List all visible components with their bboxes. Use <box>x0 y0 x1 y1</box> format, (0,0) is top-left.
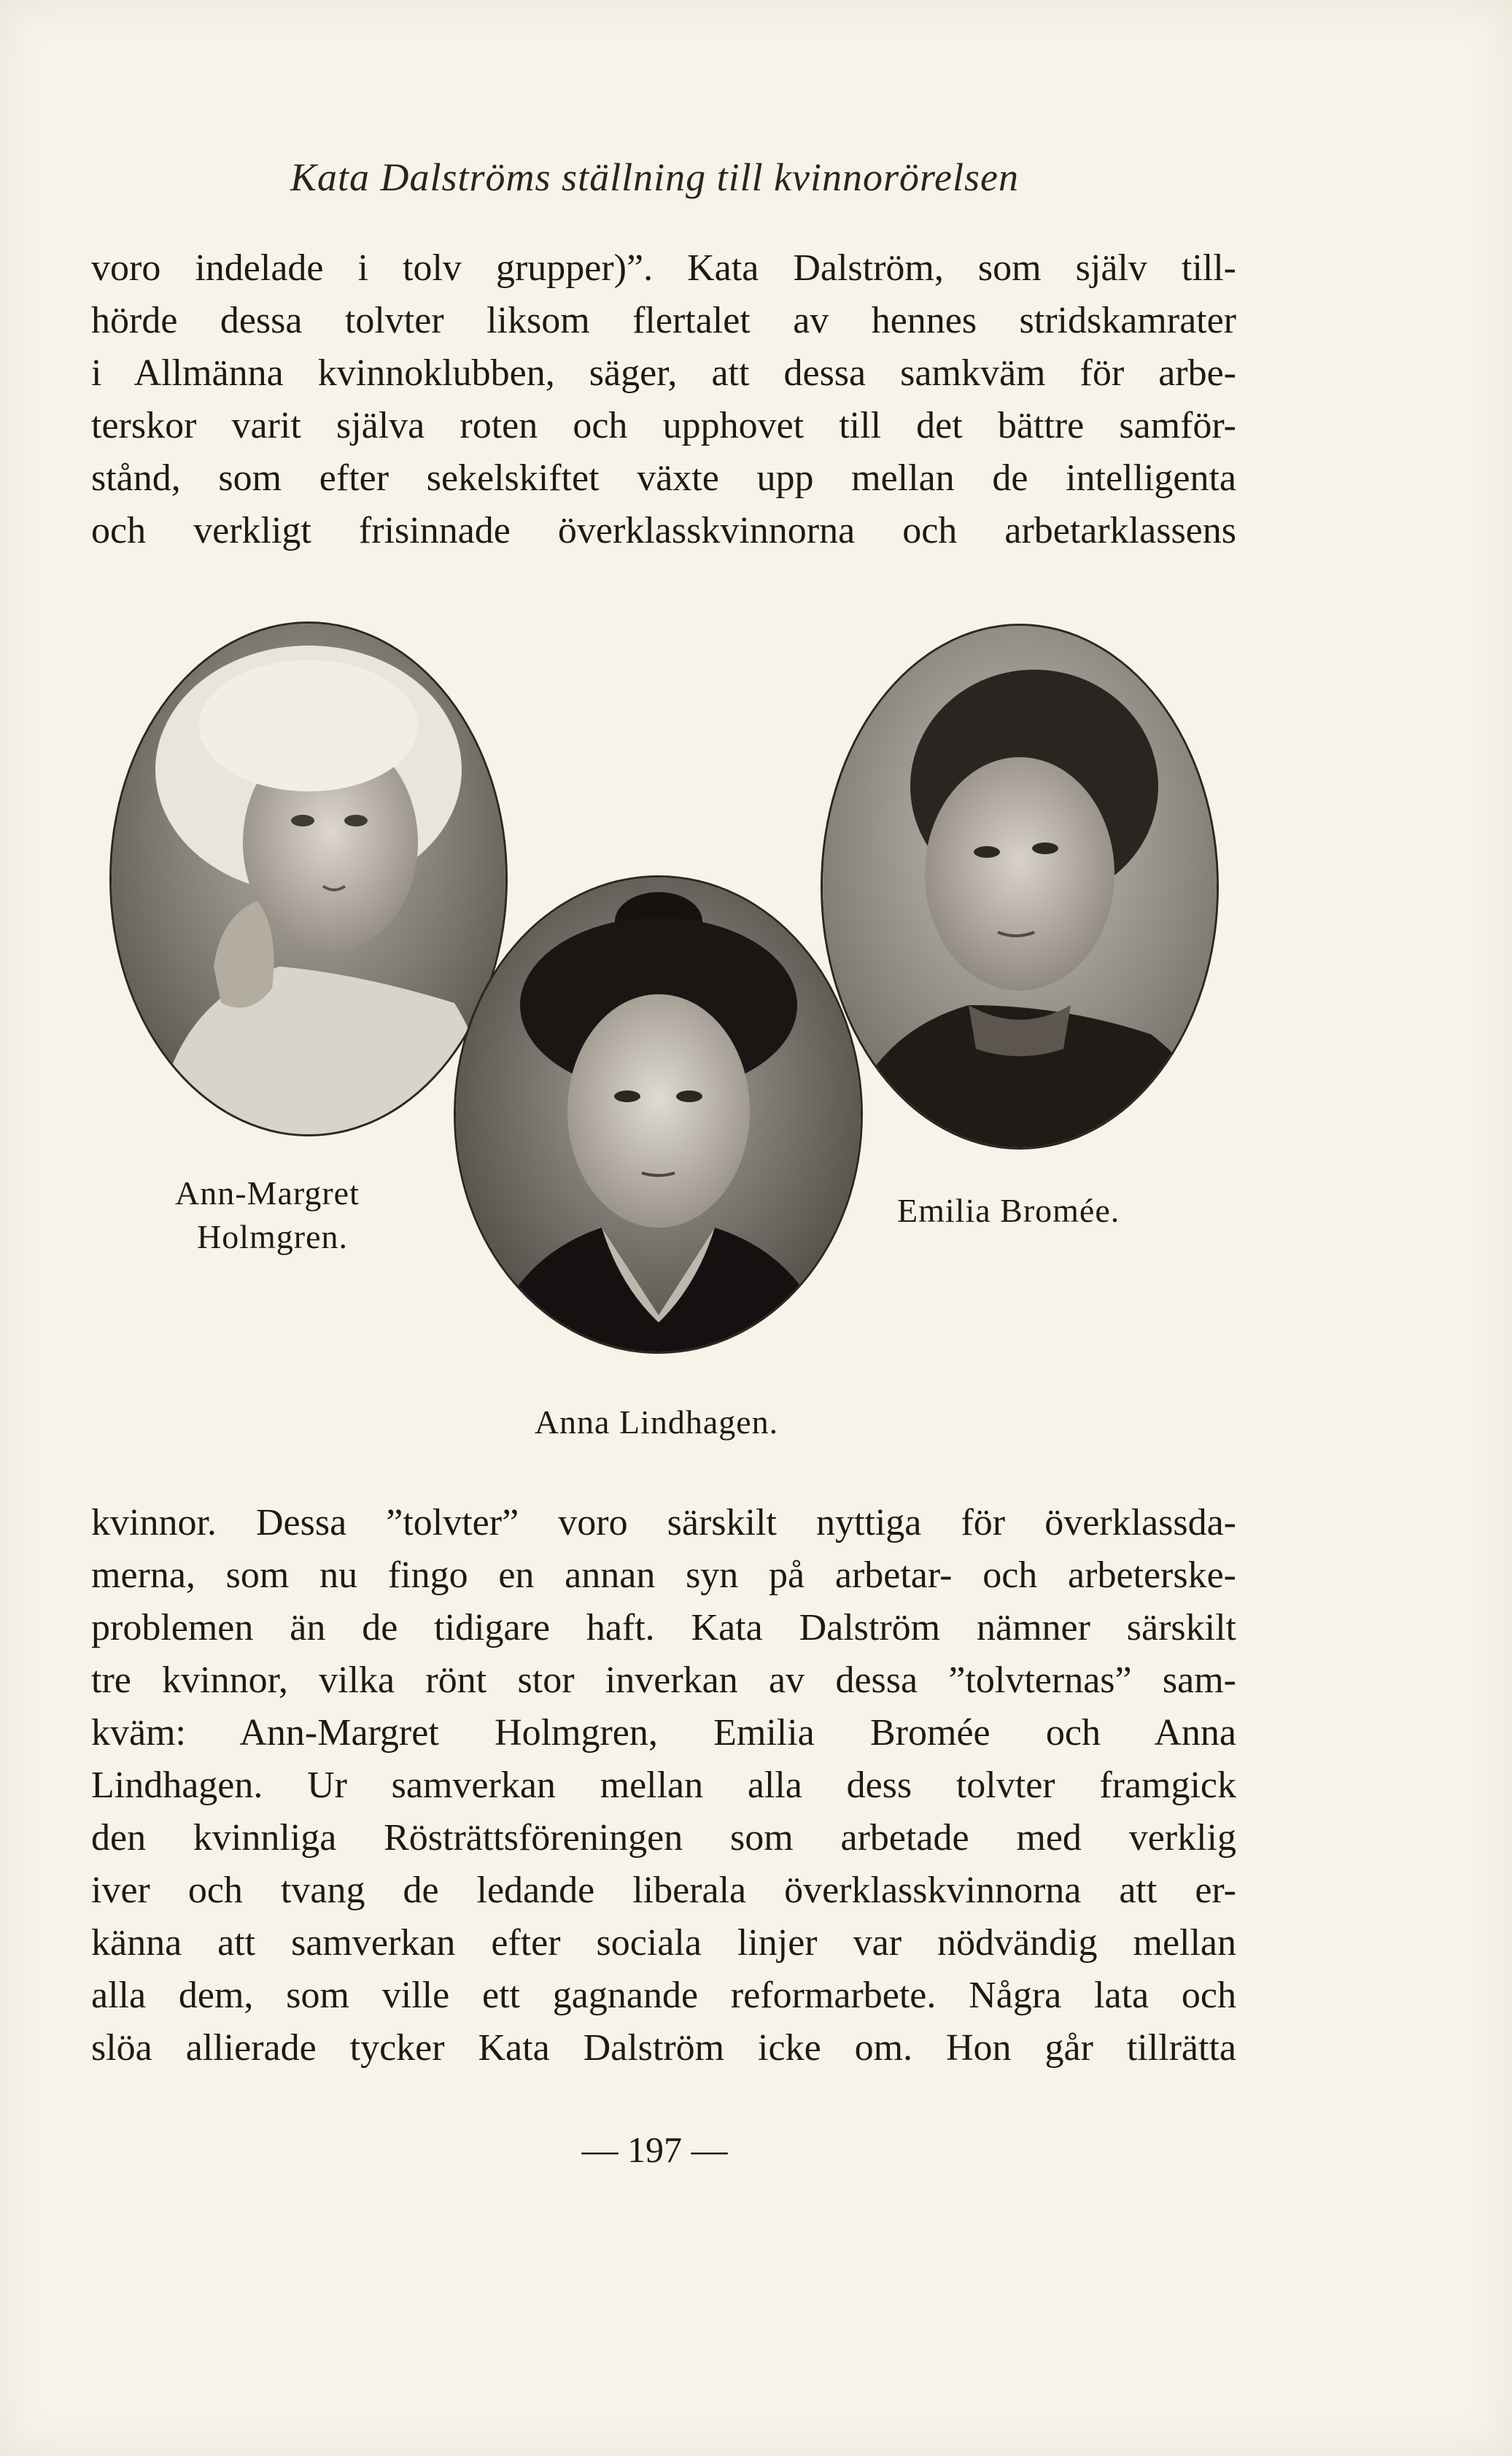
caption-emilia-bromee: Emilia Bromée. <box>897 1192 1120 1229</box>
running-head: Kata Dalströms ställning till kvinnorörelsen <box>290 155 1020 199</box>
text-line: hörde dessa tolvter liksom flertalet av hennes stridskamrater <box>91 300 1236 341</box>
text-line: voro indelade i tolv grupper)”. Kata Dalström, som själv till- <box>91 247 1236 289</box>
text-line: Lindhagen. Ur samverkan mellan alla dess tolvter framgick <box>91 1764 1236 1806</box>
paragraph-bottom <box>91 1497 1236 2075</box>
caption-anna-lindhagen: Anna Lindhagen. <box>534 1403 779 1441</box>
text-line: slöa allierade tycker Kata Dalström icke om. Hon går tillrätta <box>91 2027 1236 2069</box>
text-line: känna att samverkan efter sociala linjer var nödvändig mellan <box>91 1922 1236 1964</box>
caption-line: Holmgren. <box>197 1218 349 1255</box>
text-line: och verkligt frisinnade överklasskvinnorna och arbetarklassens <box>91 510 1236 551</box>
paragraph-top <box>91 242 1236 557</box>
text-line: den kvinnliga Rösträttsföreningen som arbetade med verklig <box>91 1817 1236 1859</box>
portrait-ann-margret-holmgren <box>109 621 508 1136</box>
caption-line: Ann-Margret <box>175 1174 360 1212</box>
text-line: stånd, som efter sekelskiftet växte upp mellan de intelligenta <box>91 457 1236 499</box>
text-line: problemen än de tidigare haft. Kata Dalström nämner särskilt <box>91 1607 1236 1649</box>
text-line: iver och tvang de ledande liberala överklasskvinnorna att er- <box>91 1870 1236 1911</box>
text-line: kvinnor. Dessa ”tolvter” voro särskilt nyttiga för överklassda- <box>91 1502 1236 1543</box>
caption-ann-margret-holmgren <box>175 1171 360 1259</box>
portrait-emilia-bromee <box>821 624 1219 1150</box>
text-line: terskor varit själva roten och upphovet till det bättre samför- <box>91 405 1236 446</box>
text-line: kväm: Ann-Margret Holmgren, Emilia Bromée och Anna <box>91 1712 1236 1754</box>
text-line: alla dem, som ville ett gagnande reformarbete. Några lata och <box>91 1975 1236 2016</box>
text-line: merna, som nu fingo en annan syn på arbetar- och arbeterske- <box>91 1554 1236 1596</box>
portrait-anna-lindhagen <box>454 875 863 1354</box>
text-line: i Allmänna kvinnoklubben, säger, att dessa samkväm för arbe- <box>91 352 1236 394</box>
text-line: tre kvinnor, vilka rönt stor inverkan av dessa ”tolvternas” sam- <box>91 1659 1236 1701</box>
page-number: — 197 — <box>581 2129 728 2170</box>
